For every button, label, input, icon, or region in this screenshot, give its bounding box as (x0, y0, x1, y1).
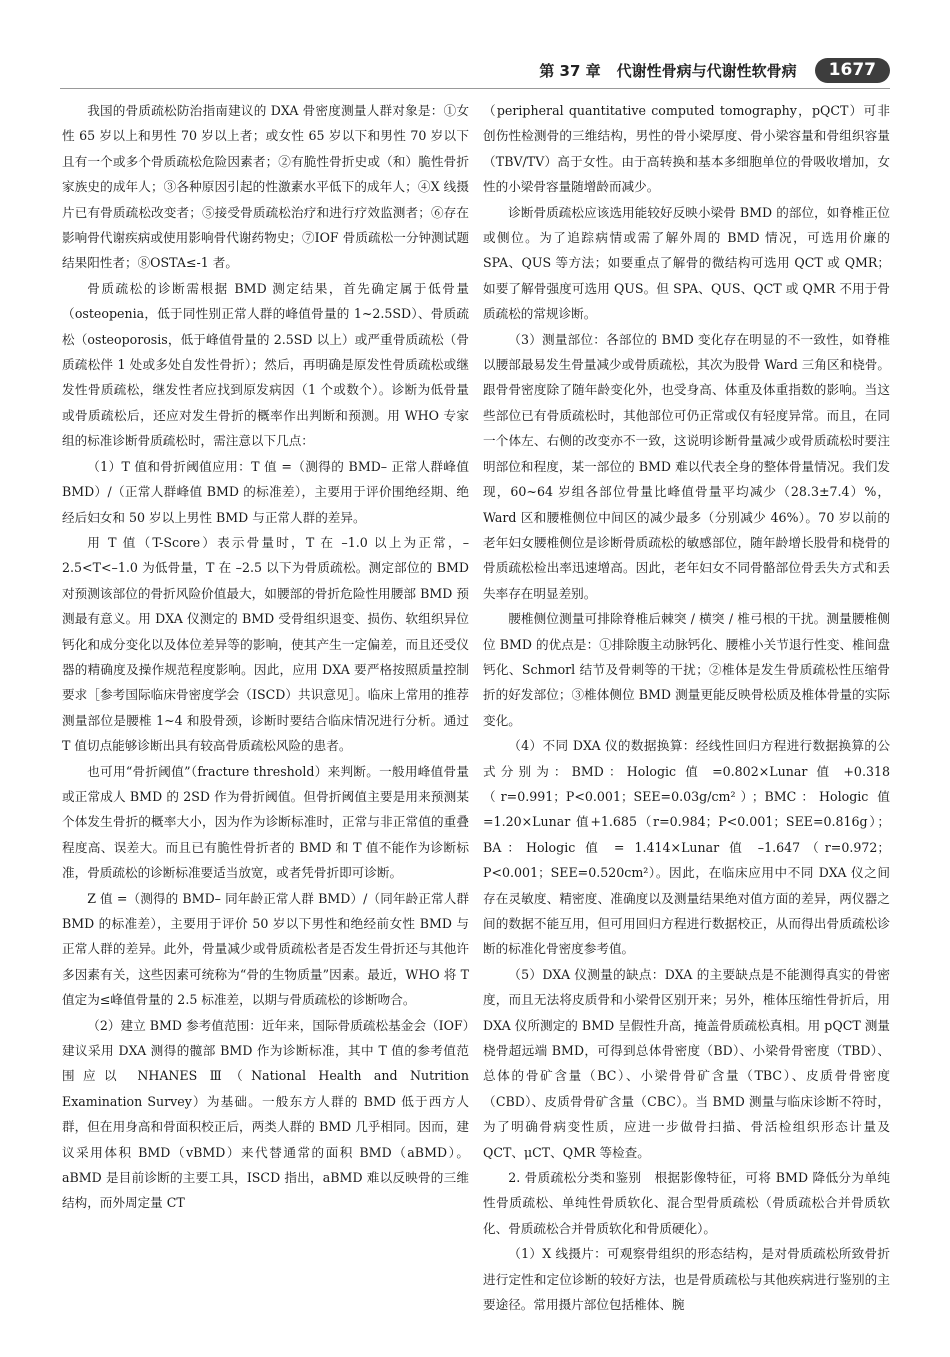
paragraph: Z 值 =（测得的 BMD– 同年龄正常人群 BMD）/（同年龄正常人群 BMD 的标准差），主要用于评价 50 岁以下男性和绝经前女性 BMD 与正常人群的差异。此外，骨量减少或骨质疏松者是否发生骨折还与其他许多因素有关，这些因素可统称为“骨的生物质量”因素。最近，WHO 将 T 值定为≤峰值骨量的 2.5 标准差，以期与骨质疏松的诊断吻合。 (62, 890, 469, 1008)
paragraph: （5）DXA 仪测量的缺点：DXA 的主要缺点是不能测得真实的骨密度，而且无法将皮质骨和小梁骨区别开来；另外，椎体压缩性骨折后，用 DXA 仪所测定的 BMD 呈假性升高，掩盖骨质疏松真相。用 pQCT 测量桡骨超远端 BMD，可得到总体骨密度（BD）、小梁骨骨密度（TBD）、总体的骨矿含量（BC）、小梁骨骨矿含量（TBC）、皮质骨骨密度（CBD）、皮质骨骨矿含量（CBC）。当 BMD 测量与临床诊断不符时，为了明确骨病变性质，应进一步做骨扫描、骨活检组织形态计量及 QCT、μCT、QMR 等检查。 (483, 966, 890, 1160)
chapter-number: 第 37 章 (539, 61, 601, 80)
paragraph: （1）T 值和骨折阈值应用：T 值 =（测得的 BMD– 正常人群峰值 BMD）/（正常人群峰值 BMD 的标准差），主要用于评价围绝经期、绝经后妇女和 50 岁以上男性 BMD 与正常人群的差异。 (62, 458, 469, 525)
paragraph: （4）不同 DXA 仪的数据换算：经线性回归方程进行数据换算的公式分别为：BMD：Hologic 值 =0.802×Lunar 值 +0.318（r=0.991；P<0.001；SEE=0.03g/cm²）；BMC：Hologic 值=1.20×Lunar 值+1.685（r=0.984；P<0.001；SEE=0.816g）；BA：Hologic 值 = 1.414×Lunar 值 –1.647（r=0.972；P<0.001；SEE=0.520cm²）。因此，在临床应用中不同 DXA 仪之间存在灵敏度、精密度、准确度以及测量结果绝对值方面的差异，两仪器之间的数据不能互用，但可用回归方程进行数据校正，从而得出骨质疏松诊断的标准化骨密度参考值。 (483, 738, 890, 957)
left-column (62, 98, 469, 1318)
paragraph: 我国的骨质疏松防治指南建议的 DXA 骨密度测量人群对象是：①女性 65 岁以上和男性 70 岁以上者；或女性 65 岁以下和男性 70 岁以下且有一个或多个骨质疏松危险因素者；②有脆性骨折史或（和）脆性骨折家族史的成年人；③各种原因引起的性激素水平低下的成年人；④X 线摄片已有骨质疏松改变者；⑤接受骨质疏松治疗和进行疗效监测者；⑥存在影响骨代谢疾病或使用影响骨代谢药物史；⑦IOF 骨质疏松一分钟测试题结果阳性者；⑧OSTA≤-1 者。 (62, 103, 469, 271)
paragraph: 用 T 值（T-Score）表示骨量时，T 在 –1.0 以上为正常，–2.5<T<–1.0 为低骨量，T 在 –2.5 以下为骨质疏松。测定部位的 BMD 对预测该部位的骨折风险价值最大，如腰部的骨折危险性用腰部 BMD 预测最有意义。用 DXA 仪测定的 BMD 受骨组织退变、损伤、软组织异位钙化和成分变化以及体位差异等的影响，使其产生一定偏差，而且还受仪器的精确度及操作规范程度影响。因此，应用 DXA 要严格按照质量控制要求［参考国际临床骨密度学会（ISCD）共识意见］。临床上常用的推荐测量部位是腰椎 1~4 和股骨颈，诊断时要结合临床情况进行分析。通过 T 值切点能够诊断出具有较高骨质疏松风险的患者。 (62, 534, 469, 754)
paragraph: 骨质疏松的诊断需根据 BMD 测定结果，首先确定属于低骨量（osteopenia，低于同性别正常人群的峰值骨量的 1~2.5SD）、骨质疏松（osteoporosis，低于峰值骨量的 2.5SD 以上）或严重骨质疏松（骨质疏松伴 1 处或多处自发性骨折）；然后，再明确是原发性骨质疏松或继发性骨质疏松，继发性者应找到原发病因（1 个或数个）。诊断为低骨量或骨质疏松后，还应对发生骨折的概率作出判断和预测。用 WHO 专家组的标准诊断骨质疏松时，需注意以下几点： (62, 280, 469, 449)
chapter-title: 代谢性骨病与代谢性软骨病 (616, 61, 797, 80)
page-number: 1677 (815, 58, 890, 83)
paragraph: （3）测量部位：各部位的 BMD 变化存在明显的不一致性，如脊椎以腰部最易发生骨量减少或骨质疏松，其次为股骨 Ward 三角区和桡骨。跟骨骨密度除了随年龄变化外，也受身高、体重及体重指数的影响。当这些部位已有骨质疏松时，其他部位可仍正常或仅有轻度异常。而且，在同一个体左、右侧的改变亦不一致，这说明诊断骨量减少或骨质疏松时要注明部位和程度，某一部位的 BMD 难以代表全身的整体骨量情况。我们发现，60~64 岁组各部位骨量比峰值骨量平均减少（28.3±7.4）%，Ward 区和腰椎侧位中间区的减少最多（分别减少 46%）。70 岁以前的老年妇女腰椎侧位是诊断骨质疏松的敏感部位，随年龄增长股骨和桡骨的骨质疏松检出率迅速增高。因此，老年妇女不同骨骼部位骨丢失方式和丢失率存在明显差别。 (483, 331, 890, 601)
paragraph: 也可用“骨折阈值”（fracture threshold）来判断。一般用峰值骨量或正常成人 BMD 的 2SD 作为骨折阈值。但骨折阈值主要是用来预测某个体发生骨折的概率大小，因为作为诊断标准时，正常与非正常值的重叠程度高、误差大。而且已有脆性骨折者的 BMD 和 T 值不能作为诊断标准，骨质疏松的诊断标准要适当放宽，或者凭骨折即可诊断。 (62, 763, 469, 881)
running-header (60, 56, 890, 84)
paragraph: 诊断骨质疏松应该选用能较好反映小梁骨 BMD 的部位，如脊椎正位或侧位。为了追踪病情或需了解外周的 BMD 情况，可选用价廉的 SPA、QUS 等方法；如要重点了解骨的微结构可选用 QCT 或 QMR；如要了解骨强度可选用 QUS。但 SPA、QUS、QCT 或 QMR 不用于骨质疏松的常规诊断。 (483, 204, 890, 322)
paragraph: （2）建立 BMD 参考值范围：近年来，国际骨质疏松基金会（IOF）建议采用 DXA 测得的髋部 BMD 作为诊断标准，其中 T 值的参考值范围应以 NHANES Ⅲ（National Health and Nutrition Examination Survey）为基础。一般东方人群的 BMD 低于西方人群，但在用身高和骨面积校正后，两类人群的 BMD 几乎相同。因而，建议采用体积 BMD（vBMD）来代替通常的面积 BMD（aBMD）。aBMD 是目前诊断的主要工具，ISCD 指出，aBMD 难以反映骨的三维结构，而外周定量 CT (62, 1017, 469, 1211)
paragraph: 腰椎侧位测量可排除脊椎后棘突 / 横突 / 椎弓根的干扰。测量腰椎侧位 BMD 的优点是：①排除腹主动脉钙化、腰椎小关节退行性变、椎间盘钙化、Schmorl 结节及骨刺等的干扰；②椎体是发生骨质疏松性压缩骨折的好发部位；③椎体侧位 BMD 测量更能反映骨松质及椎体骨量的实际变化。 (483, 611, 890, 728)
paragraph: （1）X 线摄片：可观察骨组织的形态结构，是对骨质疏松所致骨折进行定性和定位诊断的较好方法，也是骨质疏松与其他疾病进行鉴别的主要途径。常用摄片部位包括椎体、腕 (483, 1246, 890, 1313)
paragraph: 2. 骨质疏松分类和鉴别 根据影像特征，可将 BMD 降低分为单纯性骨质疏松、单纯性骨质软化、混合型骨质疏松（骨质疏松合并骨质软化、骨质疏松合并骨质软化和骨质硬化）。 (483, 1170, 890, 1236)
paragraph-continued: （peripheral quantitative computed tomography，pQCT）可非创伤性检测骨的三维结构，男性的骨小梁厚度、骨小梁容量和骨组织容量（TBV/TV）高于女性。由于高转换和基本多细胞单位的骨吸收增加，女性的小梁骨容量随增龄而减少。 (483, 103, 890, 195)
header-divider (60, 88, 890, 89)
right-column (483, 98, 890, 1318)
